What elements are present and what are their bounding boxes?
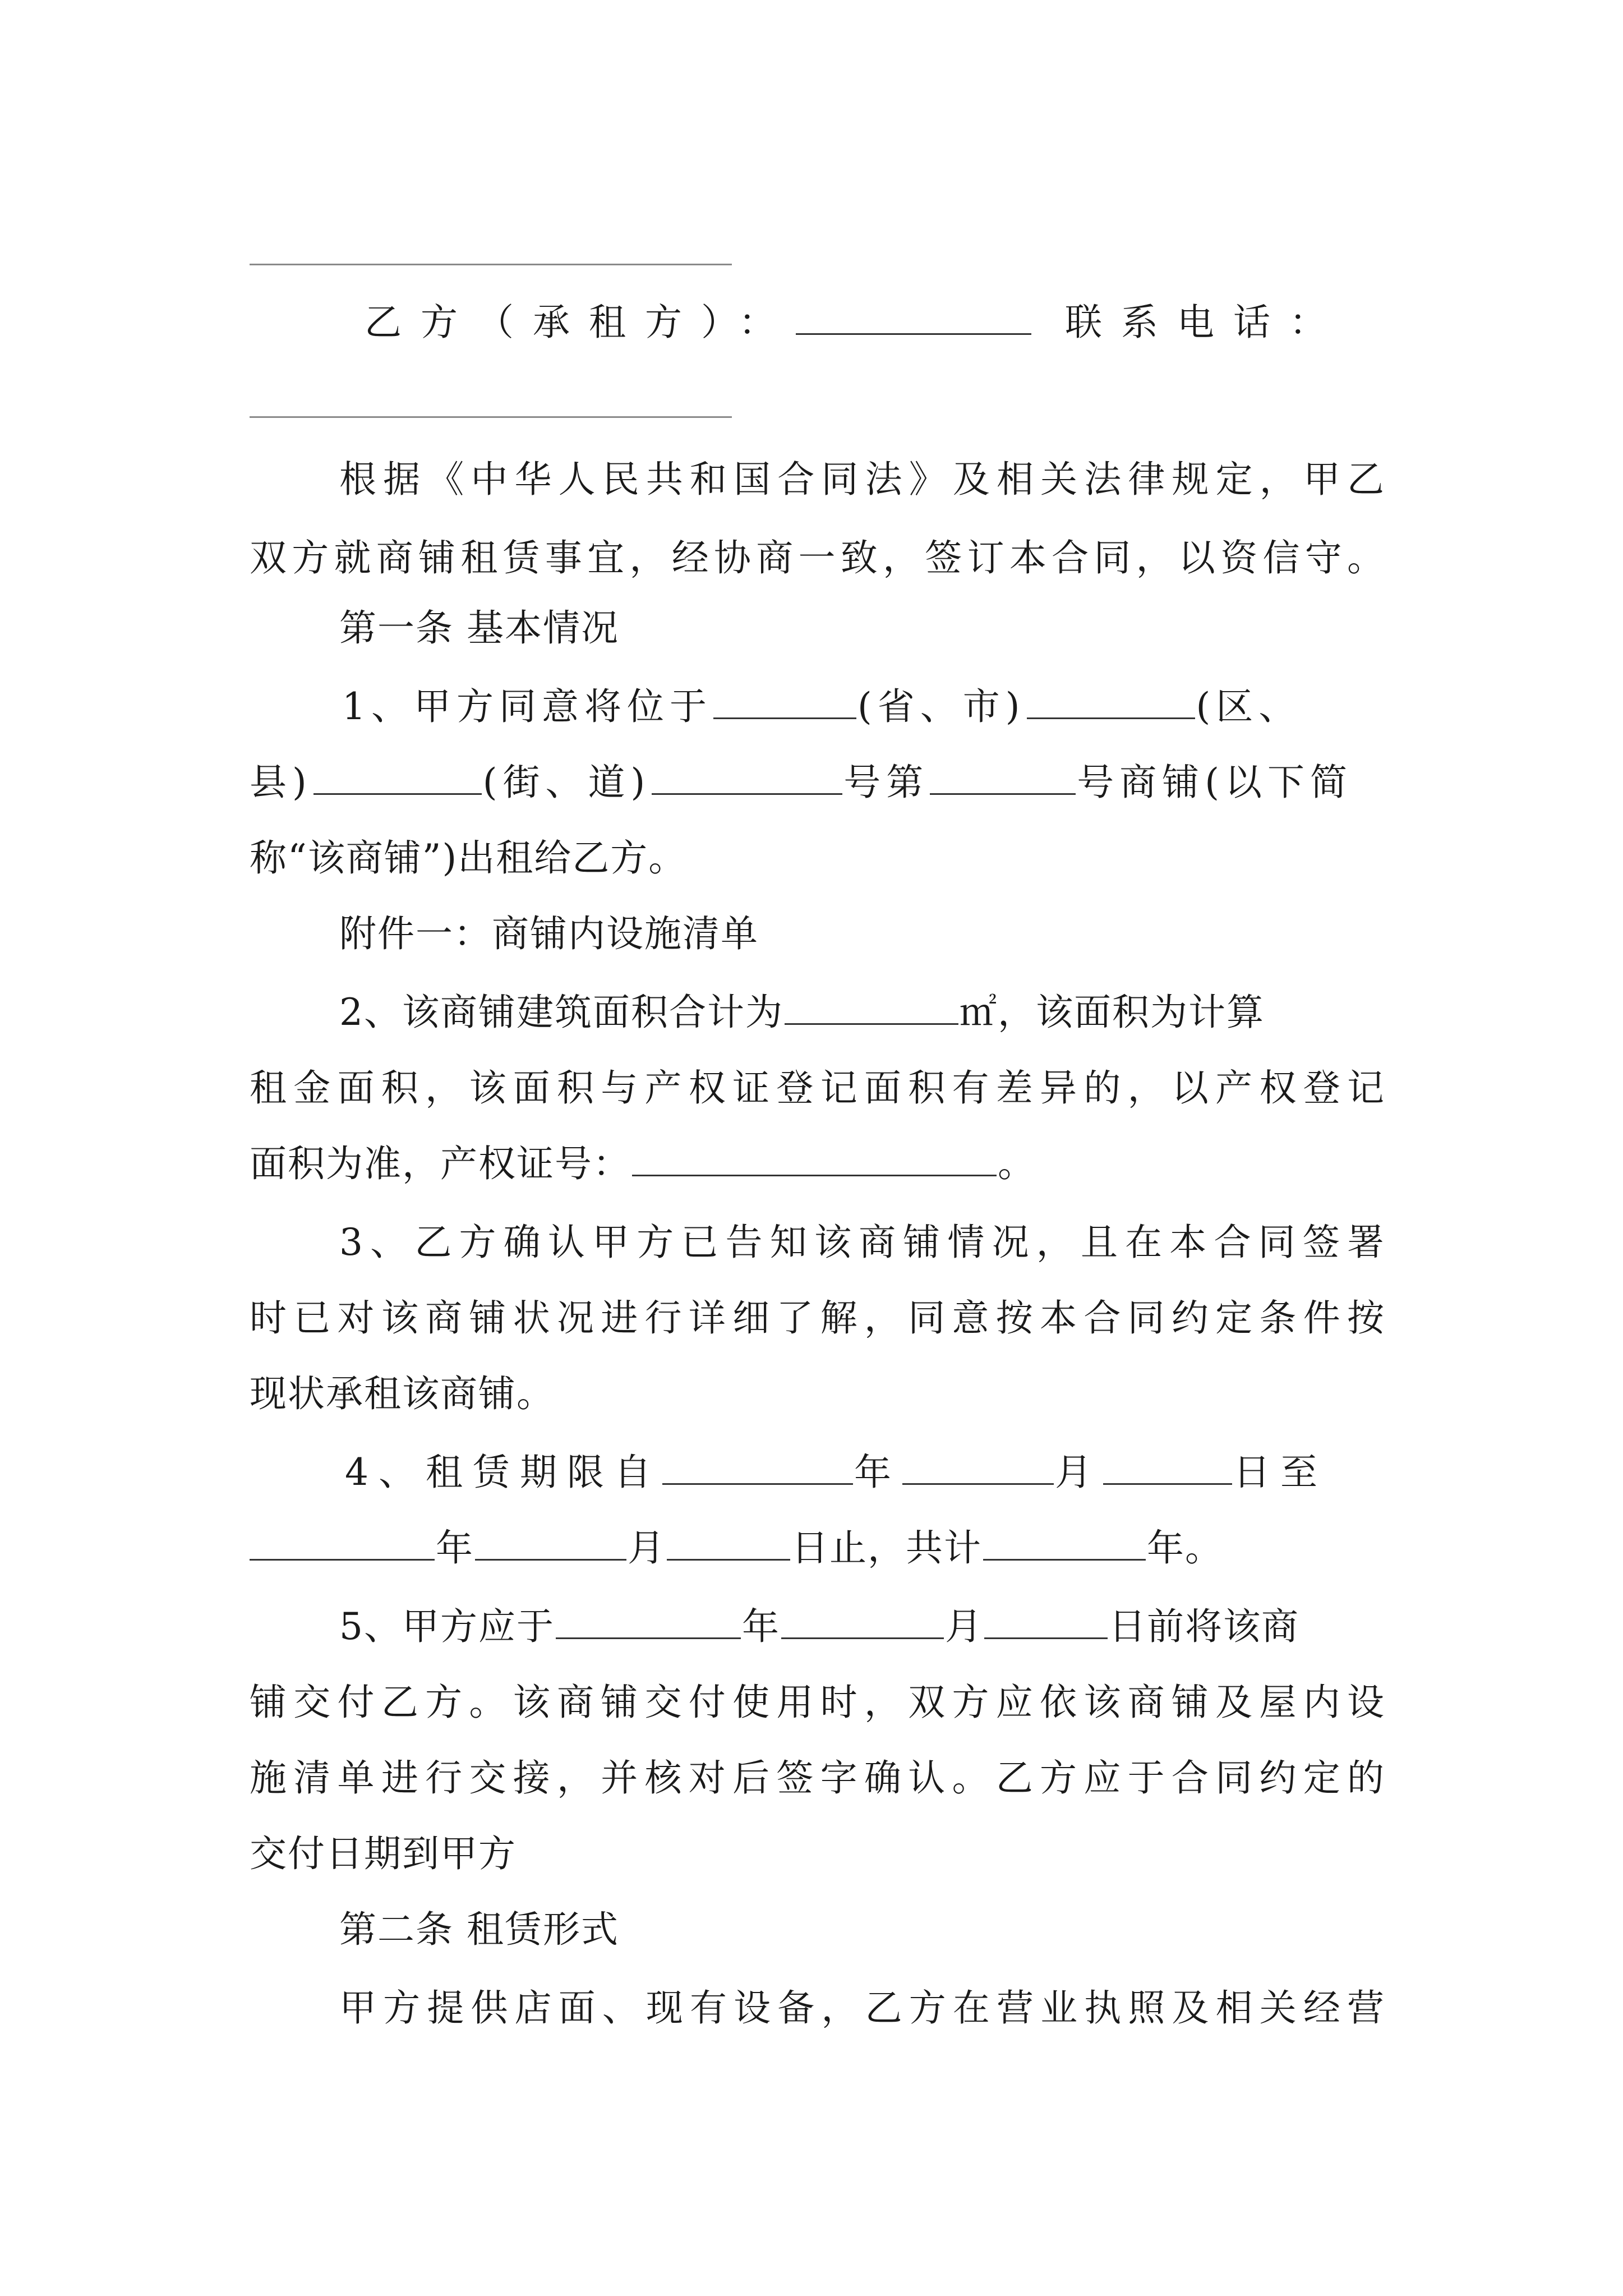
street-number-blank[interactable]	[652, 758, 842, 795]
item-5-line-4: 交付日期到甲方	[250, 1832, 517, 1875]
province-blank[interactable]	[713, 683, 856, 719]
item-4-line-2: 年 月 日止，共计 年。	[250, 1523, 1385, 1573]
total-years-blank[interactable]	[983, 1524, 1146, 1561]
item-5-line-3: 施清单进行交接，并核对后签字确认。乙方应于合同约定的	[250, 1756, 1385, 1800]
area-blank[interactable]	[785, 988, 958, 1025]
certificate-number-blank[interactable]	[632, 1140, 997, 1176]
party-b-label: 乙方（承租方）：	[365, 301, 795, 344]
start-day-blank[interactable]	[1103, 1448, 1232, 1485]
item-5-line-1: 5、甲方应于 年 月 日前将该商	[339, 1602, 1385, 1652]
item-2-line-2: 租金面积，该面积与产权证登记面积有差异的，以产权登记	[250, 1066, 1385, 1110]
shop-number-blank[interactable]	[930, 758, 1076, 795]
delivery-month-blank[interactable]	[781, 1603, 944, 1639]
signature-line-party-a-phone	[250, 264, 732, 265]
delivery-day-blank[interactable]	[984, 1603, 1108, 1639]
item-1-line-3: 称“该商铺”)出租给乙方。	[250, 836, 687, 880]
item-4-line-1: 4、租赁期限自 年 月 日至	[345, 1447, 1391, 1498]
party-b-blank[interactable]	[796, 298, 1031, 335]
item-1-line-2: 县) (街、道) 号第 号商铺(以下简	[250, 757, 1385, 808]
end-year-blank[interactable]	[250, 1524, 435, 1561]
start-month-blank[interactable]	[902, 1448, 1054, 1485]
district-blank[interactable]	[1027, 683, 1195, 719]
item-2-line-1: 2、该商铺建筑面积合计为 ㎡，该面积为计算	[339, 987, 1385, 1038]
item-1-line-1: 1、甲方同意将位于 (省、市) (区、	[342, 682, 1388, 732]
item-3-line-2: 时已对该商铺状况进行详细了解，同意按本合同约定条件按	[250, 1296, 1385, 1340]
item-2-line-3: 面积为准，产权证号： 。	[250, 1139, 1385, 1189]
article-1-title: 第一条 基本情况	[339, 606, 619, 650]
start-year-blank[interactable]	[662, 1448, 853, 1485]
item-3-line-3: 现状承租该商铺。	[250, 1372, 555, 1415]
phone-label: 联系电话：	[1065, 301, 1345, 344]
article-2-line-1: 甲方提供店面、现有设备，乙方在营业执照及相关经营	[339, 1986, 1385, 2030]
end-month-blank[interactable]	[475, 1524, 626, 1561]
intro-line-1: 根据《中华人民共和国合同法》及相关法律规定，甲乙	[339, 458, 1385, 501]
item-3-line-1: 3、乙方确认甲方已告知该商铺情况，且在本合同签署	[339, 1221, 1385, 1264]
item-5-line-2: 铺交付乙方。该商铺交付使用时，双方应依该商铺及屋内设	[250, 1681, 1385, 1724]
article-2-title: 第二条 租赁形式	[339, 1908, 619, 1951]
party-b-line	[365, 297, 1385, 348]
end-day-blank[interactable]	[667, 1524, 790, 1561]
intro-line-2: 双方就商铺租赁事宜，经协商一致，签订本合同，以资信守。	[250, 536, 1385, 579]
attachment-line: 附件一：商铺内设施清单	[339, 912, 759, 955]
county-blank[interactable]	[313, 758, 482, 795]
signature-line-party-b-phone	[250, 416, 732, 418]
delivery-year-blank[interactable]	[556, 1603, 741, 1639]
